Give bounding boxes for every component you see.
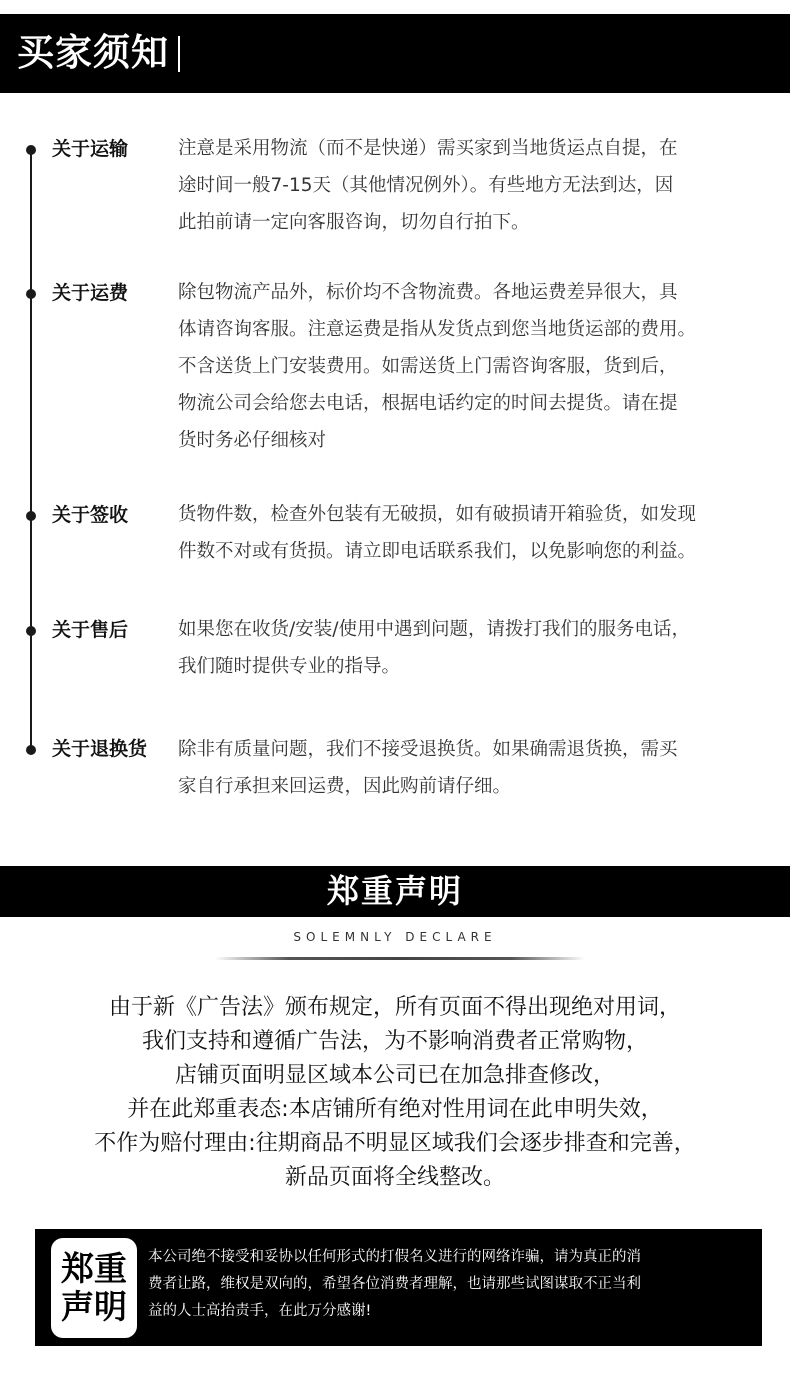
notice-label-shipping: 关于运输 <box>52 138 129 160</box>
declaration-badge <box>51 1238 137 1338</box>
notice-line: 途时间一般7-15天（其他情况例外）。有些地方无法到达，因 <box>178 175 674 196</box>
footer-line: 益的人士高抬责手，在此万分感谢! <box>148 1303 372 1319</box>
notice-line: 物流公司会给您去电话，根据电话约定的时间去提货。请在提 <box>178 393 678 414</box>
notice-body-returns <box>178 731 774 805</box>
notice-line: 件数不对或有货损。请立即电话联系我们，以免影响您的利益。 <box>178 541 697 562</box>
timeline-dot <box>26 145 36 155</box>
notice-line: 除包物流产品外，标价均不含物流费。各地运费差异很大，具 <box>178 282 678 303</box>
timeline-dot <box>26 745 36 755</box>
badge-line: 声明 <box>61 1287 127 1326</box>
declaration-line: 店铺页面明显区域本公司已在加急排查修改， <box>174 1063 615 1088</box>
notice-line: 除非有质量问题，我们不接受退换货。如果确需退货换，需买 <box>178 739 678 760</box>
badge-line: 郑重 <box>61 1249 127 1288</box>
notice-body-freight <box>178 274 774 459</box>
page-title: 买家须知 <box>17 31 169 74</box>
declaration-title: 郑重声明 <box>0 866 790 917</box>
footer-text <box>148 1244 753 1325</box>
notice-label-returns: 关于退换货 <box>52 738 148 760</box>
notice-line: 货时务必仔细核对 <box>178 430 327 451</box>
notice-body-signing <box>178 496 774 570</box>
declaration-line: 我们支持和遵循广告法，为不影响消费者正常购物， <box>141 1029 648 1054</box>
declaration-line: 新品页面将全线整改。 <box>284 1165 505 1190</box>
notice-line: 如果您在收货/安装/使用中遇到问题，请拨打我们的服务电话， <box>178 619 690 640</box>
timeline-dot <box>26 511 36 521</box>
footer-line: 本公司绝不接受和妥协以任何形式的打假名义进行的网络诈骗，请为真正的消 <box>148 1249 641 1265</box>
notice-line: 货物件数，检查外包装有无破损，如有破损请开箱验货，如发现 <box>178 504 697 525</box>
notice-label-signing: 关于签收 <box>52 504 129 526</box>
notice-line: 家自行承担来回运费，因此购前请仔细。 <box>178 776 512 797</box>
notice-line: 我们随时提供专业的指导。 <box>178 656 401 677</box>
timeline-dot <box>26 626 36 636</box>
declaration-line: 不作为赔付理由:往期商品不明显区域我们会逐步排查和完善， <box>94 1131 696 1156</box>
footer-notice-box <box>35 1229 762 1346</box>
notice-line: 注意是采用物流（而不是快递）需买家到当地货运点自提，在 <box>178 138 678 159</box>
declaration-line: 并在此郑重表态:本店铺所有绝对性用词在此申明失效， <box>127 1097 663 1122</box>
notice-line: 体请咨询客服。注意运费是指从发货点到您当地货运部的费用。 <box>178 319 697 340</box>
notice-label-aftersales: 关于售后 <box>52 619 129 641</box>
notice-line: 此拍前请一定向客服咨询，切勿自行拍下。 <box>178 212 530 233</box>
notice-line: 不含送货上门安装费用。如需送货上门需咨询客服，货到后， <box>178 356 678 377</box>
declaration-line: 由于新《广告法》颁布规定，所有页面不得出现绝对用词， <box>108 995 681 1020</box>
notice-label-freight: 关于运费 <box>52 282 129 304</box>
footer-line: 费者让路，维权是双向的，希望各位消费者理解，也请那些试图谋取不正当利 <box>148 1276 641 1292</box>
declaration-subtitle: SOLEMNLY DECLARE <box>293 930 497 944</box>
header-bar <box>0 14 790 93</box>
timeline-line <box>30 150 32 752</box>
declaration-divider <box>215 957 585 960</box>
notice-body-shipping <box>178 130 774 241</box>
timeline-dot <box>26 289 36 299</box>
declaration-body <box>0 991 790 1195</box>
title-divider <box>178 36 180 72</box>
notice-body-aftersales <box>178 611 774 685</box>
